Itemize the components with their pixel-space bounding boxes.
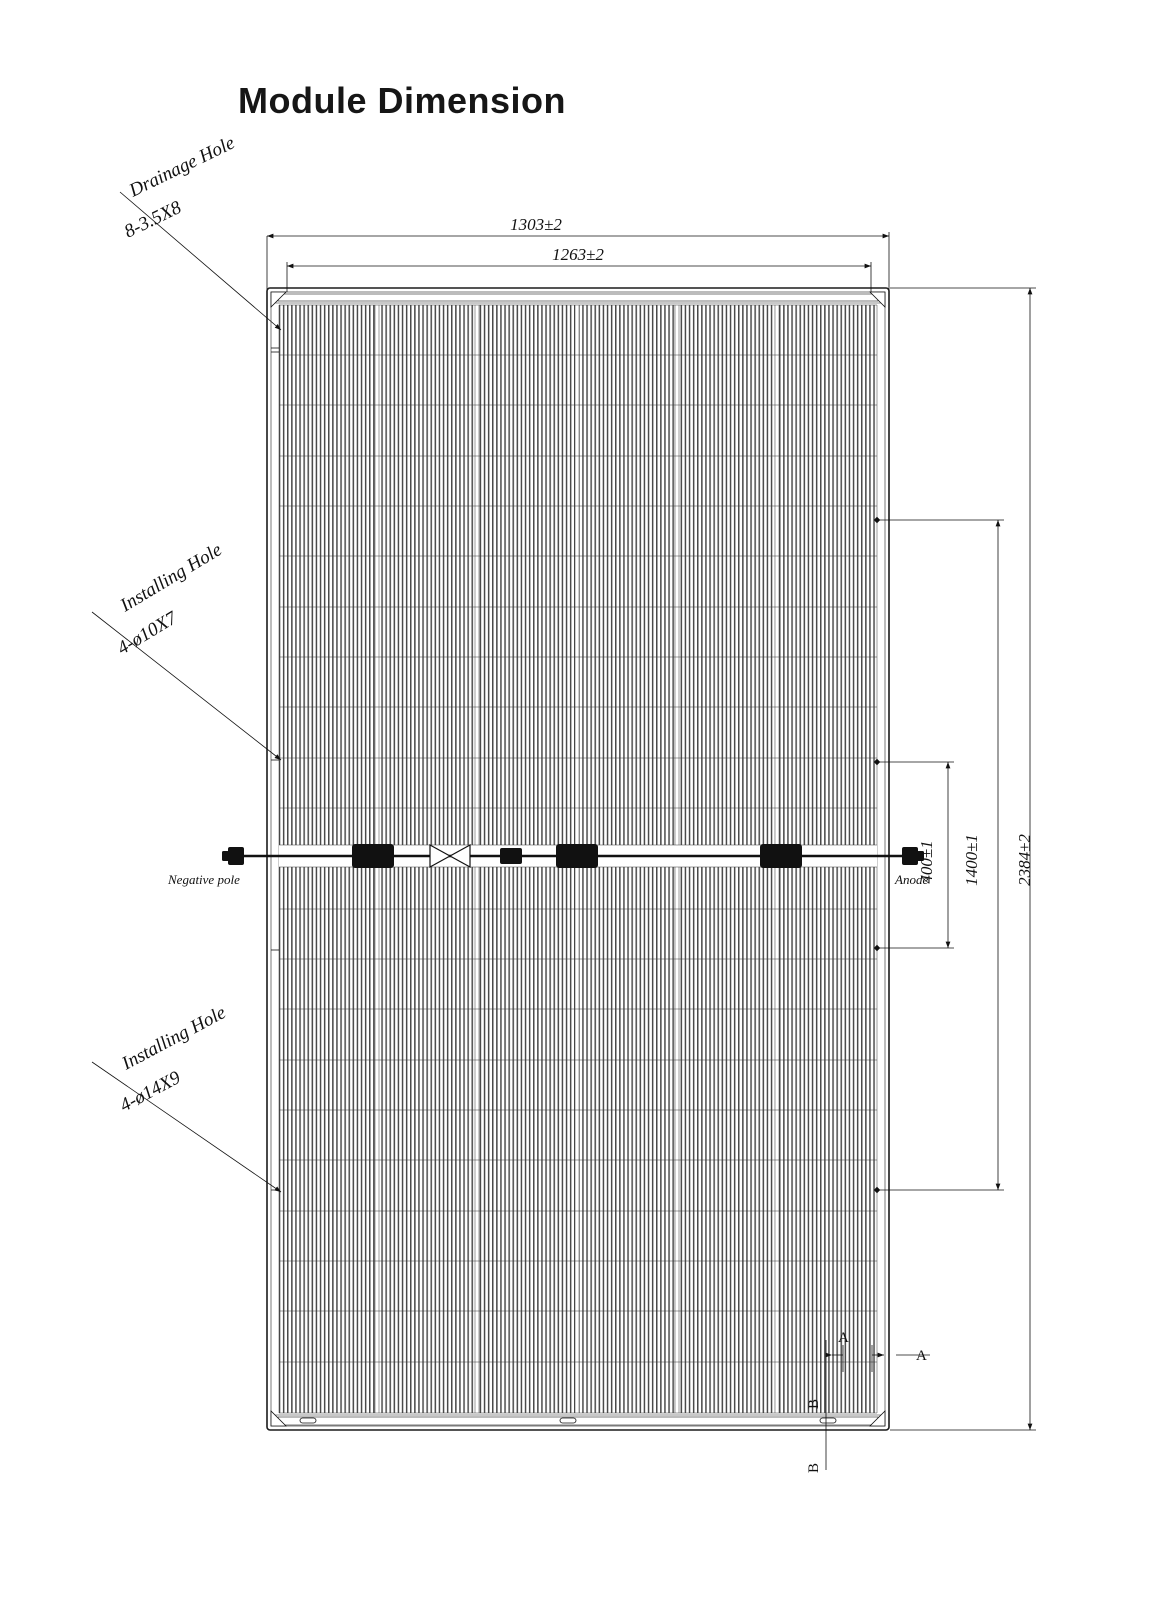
page-title: Module Dimension bbox=[238, 80, 567, 121]
anode-label: Anode bbox=[895, 872, 929, 887]
installing-hole-bottom-line2: 4-ø14X9 bbox=[116, 1067, 185, 1117]
installing-hole-marks bbox=[271, 348, 279, 1190]
drainage-hole-line2: 8-3.5X8 bbox=[120, 197, 185, 243]
section-a-left-label: A bbox=[838, 1330, 849, 1346]
section-b-bottom-label: B bbox=[806, 1462, 822, 1474]
callout-drainage-hole bbox=[120, 132, 281, 330]
negative-pole-label: Negative pole bbox=[168, 872, 240, 887]
callout-installing-hole-top bbox=[92, 539, 281, 760]
installing-hole-top-line2: 4-ø10X7 bbox=[113, 607, 181, 660]
inner-width-text: 1263±2 bbox=[552, 245, 604, 264]
mount-span-inner-text: 400±1 bbox=[917, 840, 936, 884]
dimension-inner-width bbox=[287, 245, 871, 292]
installing-hole-bottom-line1: Installing Hole bbox=[118, 1002, 230, 1075]
overall-height-text: 2384±2 bbox=[1015, 834, 1034, 886]
section-b-top-label: B bbox=[806, 1398, 822, 1410]
section-a-right-label: A bbox=[916, 1348, 927, 1364]
drainage-hole-line1: Drainage Hole bbox=[125, 132, 239, 202]
installing-hole-top-line1: Installing Hole bbox=[116, 539, 226, 617]
outer-width-text: 1303±2 bbox=[510, 215, 562, 234]
mount-span-outer-text: 1400±1 bbox=[962, 834, 981, 886]
callout-installing-hole-bottom bbox=[92, 1002, 281, 1192]
